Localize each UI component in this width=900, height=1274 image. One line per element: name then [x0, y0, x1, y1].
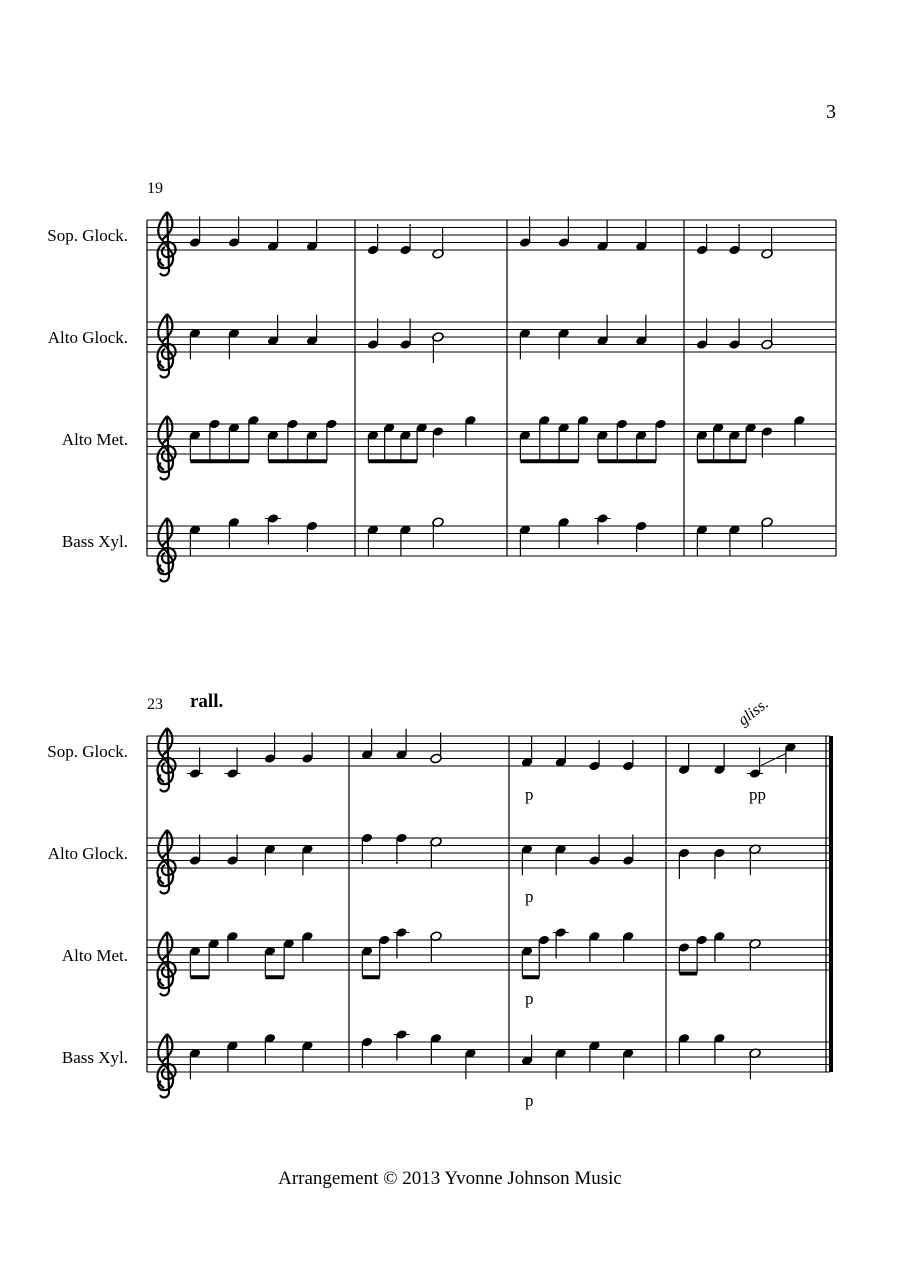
page-number: 3 [826, 101, 836, 123]
instrument-name-bass-xyl: Bass Xyl. [61, 532, 128, 551]
treble-clef [158, 314, 176, 377]
copyright-footer: Arrangement © 2013 Yvonne Johnson Music [278, 1168, 622, 1189]
treble-clef [158, 1034, 176, 1097]
treble-clef [158, 416, 176, 479]
treble-clef-glyph [158, 830, 176, 893]
treble-clef [158, 728, 176, 791]
treble-clef [158, 932, 176, 995]
instrument-name-alto-glock: Alto Glock. [47, 844, 128, 863]
instrument-name-sop-glock: Sop. Glock. [47, 742, 128, 761]
treble-clef [158, 830, 176, 893]
instrument-name-bass-xyl: Bass Xyl. [61, 1048, 128, 1067]
dynamic-marking: p [525, 887, 534, 906]
measure-number: 23 [147, 696, 163, 713]
treble-clef-glyph [158, 1034, 176, 1097]
treble-clef-glyph [158, 416, 176, 479]
dynamic-marking: p [525, 1091, 534, 1110]
measure-number: 19 [147, 180, 163, 197]
instrument-name-alto-met: Alto Met. [61, 946, 128, 965]
dynamic-marking: p [525, 785, 534, 804]
dynamic-marking: p [525, 989, 534, 1008]
treble-clef-glyph [158, 212, 176, 275]
treble-clef-glyph [158, 518, 176, 581]
treble-clef-glyph [158, 728, 176, 791]
instrument-name-alto-glock: Alto Glock. [47, 328, 128, 347]
instrument-name-alto-met: Alto Met. [61, 430, 128, 449]
treble-clef [158, 518, 176, 581]
gliss-label: gliss. [734, 695, 772, 730]
instrument-name-sop-glock: Sop. Glock. [47, 226, 128, 245]
treble-clef [158, 212, 176, 275]
tempo-marking-rall: rall. [190, 691, 224, 712]
treble-clef-glyph [158, 932, 176, 995]
treble-clef-glyph [158, 314, 176, 377]
dynamic-marking: pp [749, 785, 766, 804]
gliss-line [761, 753, 787, 765]
